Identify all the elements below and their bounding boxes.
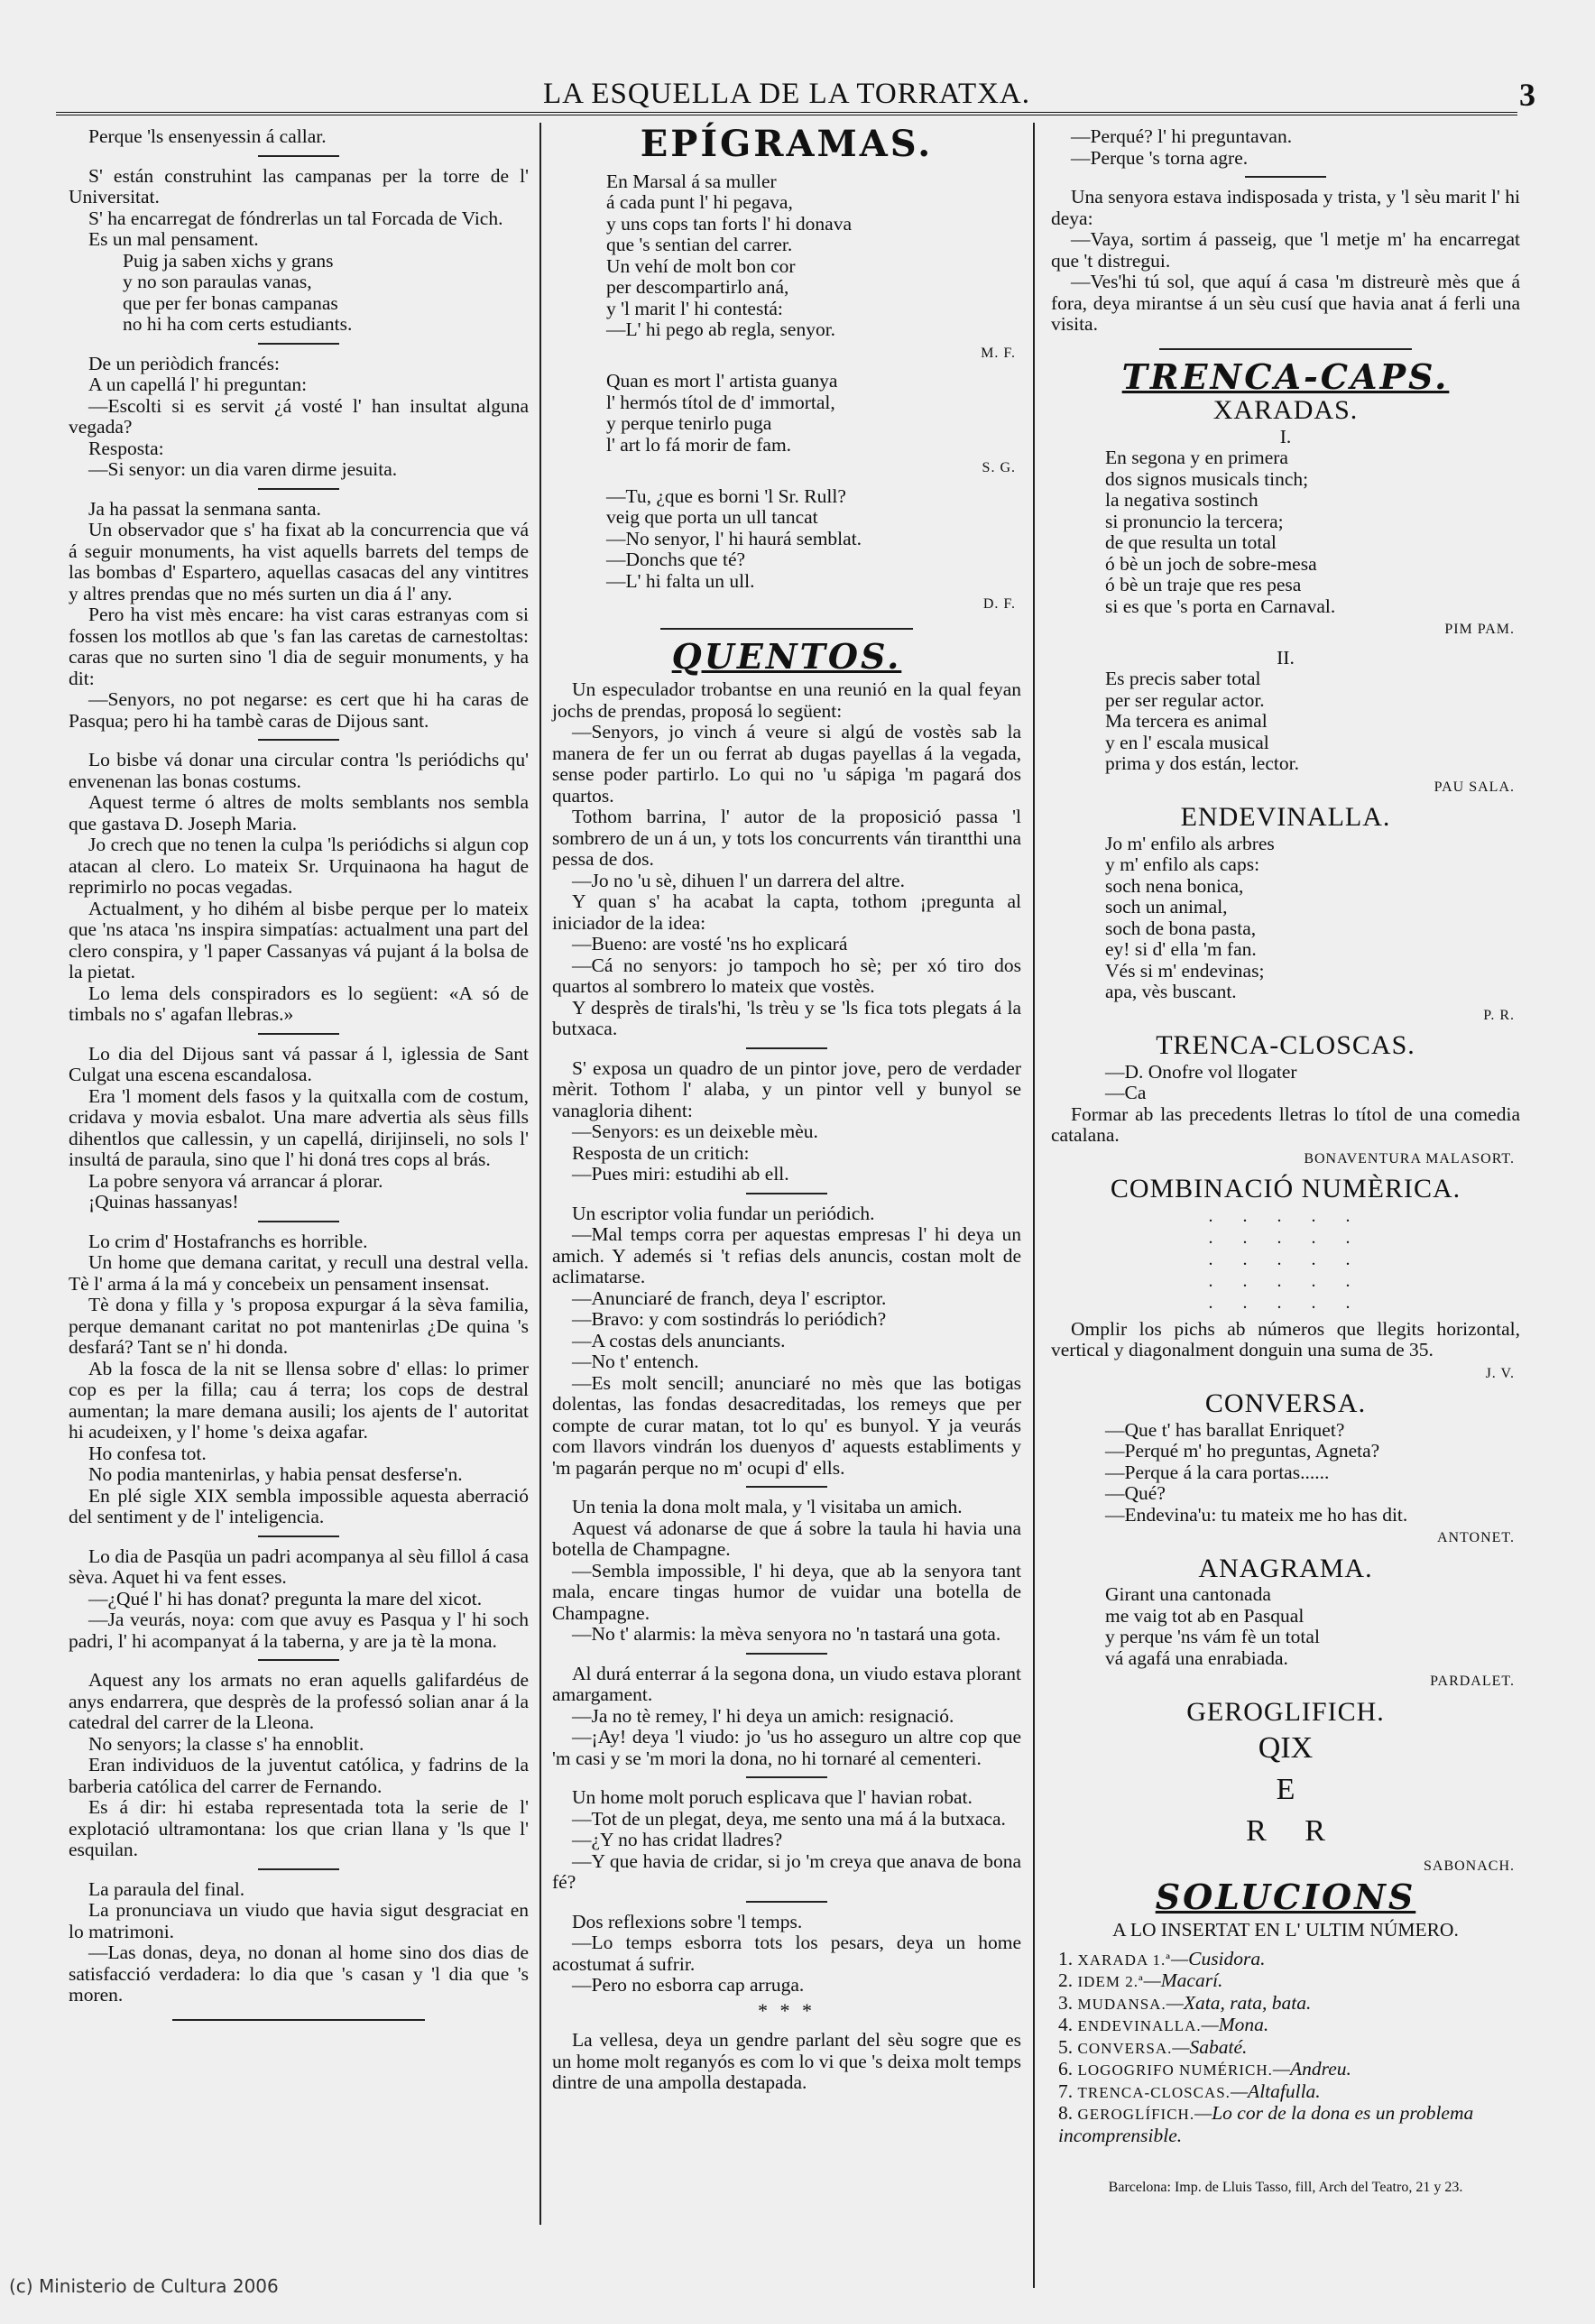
verse-line: si es que 's porta en Carnaval. — [1105, 595, 1336, 617]
paragraph: La vellesa, deya un gendre parlant del sèu sogre que es un home molt reganyós es com lo vi que 's deixa molt temps dintre de una ampolla destapada. — [552, 2029, 1021, 2093]
verse-line: per ser regular actor. — [1105, 688, 1265, 711]
solution-item — [1058, 1993, 1520, 2015]
author-signature: P. R. — [1483, 1007, 1515, 1023]
separator-rule — [258, 1868, 339, 1870]
paragraph: —No t' entench. — [572, 1351, 699, 1372]
paragraph: —Bravo: y com sostindrás lo periódich? — [572, 1308, 887, 1330]
verse-line: —Endevina'u: tu mateix me ho has dit. — [1105, 1503, 1408, 1526]
verse-line: Quan es mort l' artista guanya — [606, 370, 838, 392]
verse-line: y perque 'ns vám fè un total — [1105, 1626, 1320, 1647]
paragraph: Es un mal pensament. — [88, 228, 259, 250]
author-signature: ANTONET. — [1436, 1530, 1515, 1545]
separator-rule — [258, 1659, 339, 1661]
verse-line: la negativa sostinch — [1105, 489, 1258, 511]
paragraph: Resposta: — [88, 437, 164, 459]
verse-line: —L' hi falta un ull. — [606, 569, 755, 592]
solution-item — [1058, 2103, 1520, 2146]
paragraph: Era 'l moment dels fasos y la quitxalla com de costum, cridava y movia esbalot. Una mare advertia als sèus fills dihentlos que callessin, y un capellá, dirijinseli, no sols l' insultá de paraula, sino que l' hi doná tres cops al brás. — [69, 1084, 529, 1170]
puzzle-heading: COMBINACIÓ NUMÈRICA. — [1110, 1174, 1461, 1204]
separator-rule — [1245, 176, 1326, 178]
printer-imprint: Barcelona: Imp. de Lluis Tasso, fill, Arch del Teatro, 21 y 23. — [1108, 2180, 1463, 2195]
verse-line: de que resulta un total — [1105, 531, 1277, 553]
masthead — [56, 77, 1535, 115]
author-signature: SABONACH. — [1423, 1858, 1515, 1874]
paragraph: —Senyors: es un deixeble mèu. — [572, 1120, 818, 1142]
section-heading: EPÍGRAMAS. — [640, 123, 934, 165]
separator-rule — [746, 1486, 827, 1488]
separator-rule — [660, 628, 913, 630]
author-signature: J. V. — [1485, 1365, 1515, 1381]
puzzle-heading: TRENCA-CLOSCAS. — [1156, 1030, 1415, 1060]
solution-item — [1058, 1949, 1520, 1971]
verse-line: —Qué? — [1105, 1482, 1166, 1504]
verse-line: me vaig tot ab en Pasqual — [1105, 1604, 1305, 1627]
verse-line: soch un animal, — [1105, 896, 1228, 918]
solution-value: —Macarí. — [1143, 1969, 1223, 1991]
paragraph: Una senyora estava indisposada y trista, y 'l sèu marit l' hi deya: — [1051, 186, 1520, 229]
paragraph: —Perqué? l' hi preguntavan. — [1071, 125, 1293, 147]
verse-line: . . . . . — [1208, 1249, 1363, 1269]
verse-line: —Donchs que té? — [606, 549, 746, 570]
solution-value: —Andreu. — [1272, 2058, 1351, 2080]
verse-line: y m' enfilo als caps: — [1105, 853, 1260, 875]
verse-line: soch nena bonica, — [1105, 874, 1244, 897]
solution-number: 3. — [1058, 1991, 1074, 2014]
paragraph: Un tenia la dona molt mala, y 'l visitaba un amich. — [572, 1496, 963, 1517]
verse-line: . . . . . — [1208, 1227, 1363, 1248]
paragraph: Lo lema dels conspiradors es lo següent: «A só de timbals no s' agafan llebras.» — [69, 982, 529, 1025]
solution-value: —Sabaté. — [1172, 2035, 1248, 2058]
paragraph: —Las donas, deya, no donan al home sino dos dias de satisfacció verdadera: lo dia que 's casan y 'l dia que 's moren. — [69, 1941, 529, 2006]
verse-line: no hi ha com certs estudiants. — [123, 313, 353, 335]
solution-number: 6. — [1058, 2058, 1074, 2080]
paragraph: —Mal temps corra per aquestas empresas l' hi deya un amich. Y ademés si 't refias dels anuncis, costan molt de aclimatarse. — [552, 1223, 1021, 1287]
solution-key: MUDANSA. — [1077, 1995, 1166, 2013]
paragraph: —Ja no tè remey, l' hi deya un amich: resignació. — [572, 1704, 954, 1727]
solution-value: —Altafulla. — [1230, 2080, 1321, 2102]
verse-line: Vés si m' endevinas; — [1105, 959, 1265, 982]
paragraph: —Lo temps esborra tots los pesars, deya un home acostumat á sufrir. — [552, 1932, 1021, 1975]
paragraph: —Anunciaré de franch, deya l' escriptor. — [572, 1286, 887, 1309]
verse-line: y uns cops tan forts l' hi donava — [606, 212, 852, 235]
solutions-list — [1051, 1949, 1520, 2147]
solution-item — [1058, 2081, 1520, 2104]
paragraph: La paraula del final. — [88, 1877, 245, 1900]
solution-number: 2. — [1058, 1969, 1074, 1991]
verse-line: Es precis saber total — [1105, 668, 1261, 689]
verse-line: y 'l marit l' hi contestá: — [606, 297, 783, 319]
paragraph: Aquest vá adonarse de que á sobre la taula hi havia una botella de Champagne. — [552, 1517, 1021, 1560]
paragraph: Pero ha vist mès encare: ha vist caras estranyas com si fossen los motllos ab que 's fan las caretas de carnestoltas: caras que no surten sino 'l dia de seguir monuments, y ha dit: — [69, 604, 529, 689]
verse-line: dos signos musicals tinch; — [1105, 467, 1309, 490]
paragraph: —Perque 's torna agre. — [1071, 146, 1249, 169]
solution-number: 7. — [1058, 2080, 1074, 2102]
verse-line: —Ca — [1105, 1082, 1147, 1103]
paragraph: —Sembla impossible, l' hi deya, que ab la senyora tant mala, encare tingas humor de vuidar una botella de Champagne. — [552, 1559, 1021, 1624]
verse-line: Ma tercera es animal — [1105, 710, 1268, 732]
paragraph: Y desprès de tirals'hi, 'ls trèu y se 'ls fica tots plegats á la butxaca. — [552, 996, 1021, 1039]
paragraph: Dos reflexions sobre 'l temps. — [572, 1910, 803, 1932]
solution-number: 8. — [1058, 2102, 1074, 2124]
paragraph: S' ha encarregat de fóndrerlas un tal Forcada de Vich. — [88, 207, 503, 229]
separator-rule — [258, 1536, 339, 1537]
paragraph: Perque 'ls ensenyessin á callar. — [88, 125, 327, 147]
paragraph: —Pues miri: estudihi ab ell. — [572, 1163, 789, 1185]
paragraph: Actualment, y ho dihém al bisbe perque per lo mateix que 'ns ataca 'ns inspira simpatías: actualment una part del clero conspira, y 'l paper Cassanyas vá pujant á la bolsa de la pietat. — [69, 897, 529, 982]
solution-value: —Xata, rata, bata. — [1166, 1991, 1312, 2014]
paragraph: En plé sigle XIX sembla impossible aquesta aberració del sentiment y de l' inteligencia. — [69, 1484, 529, 1527]
verse-line: soch de bona pasta, — [1105, 917, 1257, 939]
verse-block — [1105, 1584, 1520, 1669]
paragraph: S' están construhint las campanas per la torre de l' Universitat. — [69, 164, 529, 208]
paragraph: No senyors; la classe s' ha ennoblit. — [88, 1732, 364, 1755]
paragraph: —Senyors, jo vinch á veure si algú de vostès sab la manera de fer un ou ferrat ab dugas payellas á la vegada, sense poder partirlo. Lo qui no 'u sápiga 'm pagará dos quartos. — [552, 721, 1021, 807]
verse-line: En segona y en primera — [1105, 447, 1288, 468]
paragraph: —Cá no senyors: jo tampoch ho sè; per xó tiro dos quartos al sombrero lo mateix que vostès. — [552, 954, 1021, 997]
paragraph: Aquest any los armats no eran aquells galifardéus de anys endarrera, que desprès de la professó solian anar á la catedral del carrer de la Lleona. — [69, 1669, 529, 1733]
number-grid — [1051, 1205, 1520, 1314]
paragraph: —Bueno: are vosté 'ns ho explicará — [572, 933, 848, 954]
paragraph: S' exposa un quadro de un pintor jove, pero de verdader mèrit. Tothom l' alaba, y un pintor vell y bunyol se vanagloria dihent: — [552, 1056, 1021, 1121]
paragraph: A un capellá l' hi preguntan: — [88, 374, 308, 395]
verse-line: Puig ja saben xichs y grans — [123, 249, 334, 272]
separator-rule — [258, 155, 339, 157]
paragraph: Lo bisbe vá donar una circular contra 'ls periódichs qu' envenenan las bonas costums. — [69, 749, 529, 792]
column-divider — [539, 123, 541, 2225]
verse-line: que per fer bonas campanas — [123, 291, 338, 314]
solution-key: XARADA 1.ª — [1077, 1950, 1171, 1969]
verse-line: y en l' escala musical — [1105, 731, 1269, 753]
solution-item — [1058, 2015, 1520, 2037]
solution-value: —Lo cor de la dona es un problema incomprensible. — [1058, 2102, 1474, 2146]
paragraph: Es á dir: hi estaba representada tota la serie de l' explotació ultramontana: los que crian llana y 'ls que l' esquilan. — [69, 1796, 529, 1860]
column-left — [69, 126, 529, 2037]
paragraph: Al durá enterrar á la segona dona, un viudo estava plorant amargament. — [552, 1662, 1021, 1705]
verse-line: . . . . . — [1208, 1292, 1363, 1313]
separator-rule — [172, 2019, 425, 2021]
verse-line: ó bè un joch de sobre-mesa — [1105, 552, 1317, 575]
verse-block — [1105, 447, 1520, 617]
separator-rule — [746, 1193, 827, 1194]
paragraph: La pobre senyora vá arrancar á plorar. — [88, 1169, 383, 1192]
verse-line: l' art lo fá morir de fam. — [606, 433, 792, 456]
ornament: * * * — [758, 1998, 816, 2022]
paragraph: —Escolti si es servit ¿á vosté l' han insultat alguna vegada? — [69, 394, 529, 438]
author-signature: BONAVENTURA MALASORT. — [1304, 1150, 1515, 1167]
solution-value: —Cusidora. — [1170, 1947, 1266, 1969]
paragraph: —Ja veurás, noya: com que avuy es Pasqua y l' hi soch padri, l' hi acompanyat á la taberna, y are ja tè la mona. — [69, 1609, 529, 1652]
paragraph: Eran individuos de la juventut católica, y fadrins de la barberia católica del carrer de Fernando. — [69, 1754, 529, 1797]
verse-line: E — [1276, 1773, 1295, 1806]
paragraph: No podia mantenirlas, y habia pensat desferse'n. — [88, 1463, 463, 1485]
column-right — [1051, 126, 1520, 2199]
section-heading: TRENCA-CAPS. — [1121, 355, 1450, 397]
paragraph: Omplir los pichs ab números que llegits horizontal, vertical y diagonalment donguin una suma de 35. — [1051, 1317, 1520, 1360]
page-number: 3 — [1519, 77, 1535, 113]
verse-line: Jo m' enfilo als arbres — [1105, 832, 1275, 854]
verse-line: En Marsal á sa muller — [606, 170, 777, 192]
puzzle-number: I. — [1279, 425, 1292, 447]
paragraph: —A costas dels anunciants. — [572, 1329, 786, 1351]
solution-key: CONVERSA. — [1077, 2039, 1173, 2057]
solution-item — [1058, 2059, 1520, 2081]
verse-line: R R — [1246, 1814, 1325, 1848]
solution-key: TRENCA-CLOSCAS. — [1077, 2083, 1231, 2101]
paragraph: Jo crech que no tenen la culpa 'ls periódichs si algun cop atacan al clero. Lo mateix Sr. Urquinaona ha hagut de reprimirlo no pocas vegadas. — [69, 834, 529, 898]
verse-line: que 's sentian del carrer. — [606, 234, 793, 255]
paragraph: Lo dia del Dijous sant vá passar á l, iglessia de Sant Culgat una escena escandalosa. — [69, 1042, 529, 1085]
paragraph: Un observador que s' ha fixat ab la concurrencia que vá á seguir monuments, ha vist aquells barrets del temps de las bombas d' Espartero, aquellas casacas del any vintitres y altres prendas que no més surten un dia á l' any. — [69, 519, 529, 604]
solution-number: 1. — [1058, 1947, 1074, 1969]
section-heading: QUENTOS. — [671, 635, 902, 677]
verse-block — [1105, 1420, 1520, 1526]
puzzle-heading: GEROGLIFICH. — [1186, 1696, 1385, 1727]
solution-number: 5. — [1058, 2035, 1074, 2058]
paragraph: —Vaya, sortim á passeig, que 'l metje m' ha encarregat que 't distregui. — [1051, 228, 1520, 272]
paragraph: Tè dona y filla y 's proposa expurgar á la sèva familia, perque demanant caritat no pot mantenirlas ¿De quina 's desfará? Tant se n' hi donda. — [69, 1294, 529, 1358]
separator-rule — [746, 1653, 827, 1655]
paragraph: Formar ab las precedents lletras lo títol de una comedia catalana. — [1051, 1102, 1520, 1146]
separator-rule — [258, 343, 339, 345]
paragraph: Un escriptor volia fundar un periódich. — [572, 1202, 875, 1224]
copyright-credit: (c) Ministerio de Cultura 2006 — [9, 2275, 279, 2297]
verse-line: —Perque á la cara portas...... — [1105, 1461, 1330, 1483]
verse-line: ey! si d' ella 'm fan. — [1105, 938, 1257, 960]
newspaper-title: LA ESQUELLA DE LA TORRATXA. — [542, 78, 1031, 110]
paragraph: Un home que demana caritat, y recull una destral vella. Tè l' arma á la má y concebeix un pensament insensat. — [69, 1251, 529, 1295]
verse-line: veig que porta un ull tancat — [606, 506, 818, 528]
paragraph: La pronunciava un viudo que havia sigut desgraciat en lo matrimoni. — [69, 1899, 529, 1942]
paragraph: —¡Ay! deya 'l viudo: jo 'us ho asseguro un altre cop que 'm casi y se 'm mori la dona, no hi tornaré al cementeri. — [552, 1726, 1021, 1769]
verse-line: —Perqué m' ho preguntas, Agneta? — [1105, 1440, 1380, 1462]
paragraph: Y quan s' ha acabat la capta, tothom ¡pregunta al iniciador de la idea: — [552, 890, 1021, 934]
verse-block — [1105, 669, 1520, 775]
verse-line: Girant una cantonada — [1105, 1583, 1271, 1605]
paragraph: Un especulador trobantse en una reunió en la qual feyan jochs de prendas, proposá lo següent: — [552, 678, 1021, 722]
verse-line: l' hermós títol de d' immortal, — [606, 391, 835, 413]
separator-rule — [258, 1033, 339, 1035]
solution-item — [1058, 2037, 1520, 2060]
verse-line: —Que t' has barallat Enriquet? — [1105, 1418, 1345, 1441]
verse-line: —Tu, ¿que es borni 'l Sr. Rull? — [606, 484, 846, 507]
verse-line: apa, vès buscant. — [1105, 981, 1237, 1002]
puzzle-heading: CONVERSA. — [1204, 1388, 1367, 1418]
author-signature: D. F. — [982, 596, 1016, 612]
paragraph: Aquest terme ó altres de molts semblants nos sembla que gastava D. Joseph Maria. — [69, 791, 529, 835]
separator-rule — [258, 488, 339, 490]
verse-block — [1105, 1062, 1520, 1104]
author-signature: M. F. — [981, 345, 1016, 361]
paragraph: Tothom barrina, l' autor de la proposició passa 'l sombrero de un á un, y tots los concurrents ván tirantthi una pessa de dos. — [552, 806, 1021, 870]
solution-value: —Mona. — [1201, 2014, 1269, 2035]
verse-line: . . . . . — [1208, 1270, 1363, 1291]
verse-line: —D. Onofre vol llogater — [1105, 1060, 1297, 1083]
separator-rule — [258, 739, 339, 741]
solution-key: IDEM 2.ª — [1077, 1973, 1144, 1990]
solution-key: GEROGLÍFICH. — [1077, 2106, 1195, 2123]
verse-block — [606, 371, 1021, 456]
paragraph: —Es molt sencill; anunciaré no mès que las botigas dolentas, las fondas desacreditadas, los remeys que per compte de curar matan, tot lo qu' es bunyol. Y ja veurás com llavors vindrán los duenyos d' aquests establiments y 'm pagarán perque no m' ocupi d' ells. — [552, 1371, 1021, 1479]
paragraph: —Senyors, no pot negarse: es cert que hi ha caras de Pasqua; pero hi ha tambè caras de Dijous sant. — [69, 688, 529, 732]
author-signature: S. G. — [982, 460, 1016, 475]
paragraph: Lo dia de Pasqüa un padri acompanya al sèu fillol á casa sèva. Aquet hi va fent esses. — [69, 1545, 529, 1588]
solution-number: 4. — [1058, 2014, 1074, 2035]
author-signature: PAU SALA. — [1434, 779, 1515, 795]
separator-rule — [1159, 348, 1412, 350]
paragraph: —Y que havia de cridar, si jo 'm creya que anava de bona fé? — [552, 1849, 1021, 1893]
verse-block — [1105, 834, 1520, 1003]
subheading: A LO INSERTAT EN L' ULTIM NÚMERO. — [1112, 1919, 1459, 1941]
column-middle — [552, 123, 1021, 2094]
verse-line: y no son paraulas vanas, — [123, 271, 312, 292]
paragraph: De un periòdich francés: — [88, 352, 280, 374]
verse-line: QIX — [1258, 1731, 1314, 1765]
verse-line: si pronuncio la tercera; — [1105, 510, 1284, 532]
author-signature: PARDALET. — [1430, 1674, 1515, 1689]
puzzle-heading: ENDEVINALLA. — [1180, 802, 1391, 832]
verse-line: per descompartirlo aná, — [606, 276, 789, 298]
verse-block — [123, 251, 529, 336]
puzzle-heading: ANAGRAMA. — [1198, 1553, 1373, 1583]
verse-line: —No senyor, l' hi haurá semblat. — [606, 527, 862, 549]
verse-line: . . . . . — [1208, 1205, 1363, 1226]
paragraph: —¿Y no has cridat lladres? — [572, 1829, 783, 1850]
solution-key: ENDEVINALLA. — [1077, 2017, 1202, 2034]
verse-line: á cada punt l' hi pegava, — [606, 191, 793, 213]
paragraph: —Pero no esborra cap arruga. — [572, 1974, 805, 1996]
paragraph: Ja ha passat la senmana santa. — [88, 497, 321, 520]
paragraph: Un home molt poruch esplicava que l' havian robat. — [572, 1786, 973, 1808]
verse-line: vá agafá una enrabiada. — [1105, 1646, 1288, 1669]
separator-rule — [746, 1047, 827, 1049]
paragraph: —Ves'hi tú sol, que aquí á casa 'm distreurè mès que á fora, deya mirantse á un sèu cusí que havia anat á ferli una visita. — [1051, 271, 1520, 335]
paragraph: Ab la fosca de la nit se llensa sobre d' ellas: lo primer cop es per la filla; cau á terra; los cops de destral aumentan; la mare demana ausili; los ajents de l' autoritat hi acudeixen, y l' home 's deixa agafar. — [69, 1357, 529, 1443]
verse-line: y perque tenirlo puga — [606, 412, 772, 434]
verse-block — [606, 486, 1021, 593]
paragraph: Resposta de un critich: — [572, 1141, 750, 1164]
paragraph: Lo crim d' Hostafranchs es horrible. — [88, 1230, 368, 1252]
puzzle-number: II. — [1277, 646, 1295, 669]
paragraph: —Jo no 'u sè, dihuen l' un darrera del altre. — [572, 869, 905, 891]
solution-key: LOGOGRIFO NUMÉRICH. — [1077, 2061, 1273, 2079]
verse-line: Un vehí de molt bon cor — [606, 254, 796, 277]
verse-block — [606, 171, 1021, 341]
solution-item — [1058, 1970, 1520, 1993]
paragraph: —Si senyor: un dia varen dirme jesuita. — [88, 458, 398, 480]
paragraph: —¿Qué l' hi has donat? pregunta la mare del xicot. — [88, 1587, 483, 1609]
column-divider — [1033, 123, 1035, 2288]
paragraph: Ho confesa tot. — [88, 1442, 207, 1464]
separator-rule — [746, 1776, 827, 1778]
paragraph: ¡Quinas hassanyas! — [88, 1191, 239, 1213]
puzzle-heading: XARADAS. — [1212, 395, 1359, 425]
verse-line: prima y dos están, lector. — [1105, 752, 1299, 774]
paragraph: —No t' alarmis: la mèva senyora no 'n tastará una gota. — [572, 1623, 1001, 1645]
separator-rule — [746, 1901, 827, 1903]
hieroglyph — [1051, 1728, 1520, 1852]
verse-line: ó bè un traje que res pesa — [1105, 574, 1302, 595]
separator-rule — [258, 1221, 339, 1222]
paragraph: —Tot de un plegat, deya, me sento una má á la butxaca. — [572, 1807, 1006, 1830]
author-signature: PIM PAM. — [1444, 622, 1515, 637]
verse-line: —L' hi pego ab regla, senyor. — [606, 318, 836, 340]
section-heading: SOLUCIONS — [1155, 1876, 1416, 1917]
